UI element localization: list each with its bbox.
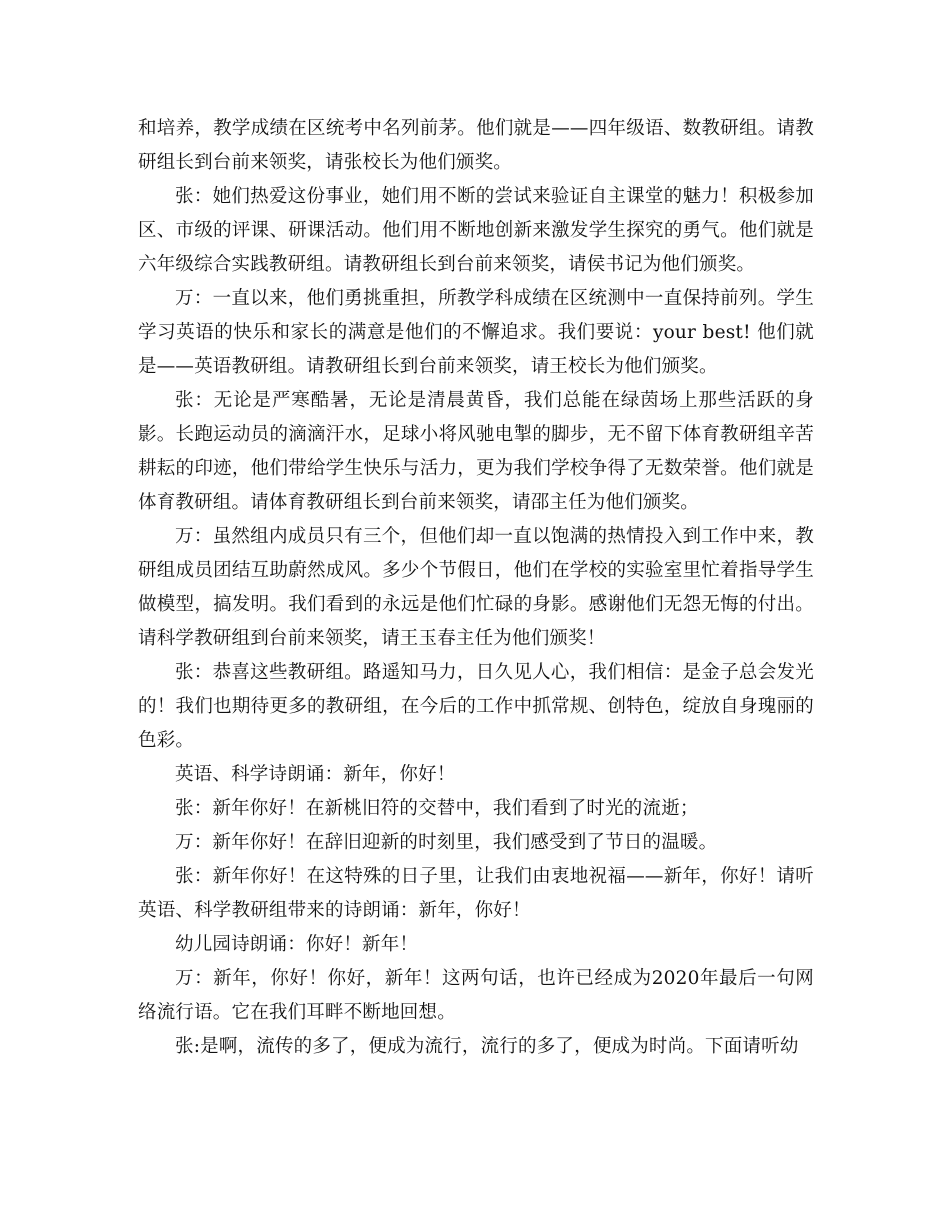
- paragraph-2: 张：她们热爱这份事业，她们用不断的尝试来验证自主课堂的魅力！积极参加区、市级的评课、研课活动。他们用不断地创新来激发学生探究的勇气。他们就是六年级综合实践教研组。请教研组长到台前来领奖，请侯书记为他们颁奖。: [138, 186, 814, 275]
- paragraph-8: 张：新年你好！在新桃旧符的交替中，我们看到了时光的流逝；: [175, 798, 699, 819]
- paragraph-6: 张：恭喜这些教研组。路遥知马力，日久见人心，我们相信：是金子总会发光的！我们也期待更多的教研组，在今后的工作中抓常规、创特色，绽放自身瑰丽的色彩。: [138, 662, 814, 751]
- paragraph-4: 张：无论是严寒酷暑，无论是清晨黄昏，我们总能在绿茵场上那些活跃的身影。长跑运动员的滴滴汗水，足球小将风驰电掣的脚步，无不留下体育教研组辛苦耕耘的印迹，他们带给学生快乐与活力，更为我们学校争得了无数荣誉。他们就是体育教研组。请体育教研组长到台前来领奖，请邵主任为他们颁奖。: [138, 390, 814, 513]
- paragraph-1: 和培养，教学成绩在区统考中名列前茅。他们就是——四年级语、数教研组。请教研组长到台前来领奖，请张校长为他们颁奖。: [138, 118, 814, 173]
- paragraph-3: 万：一直以来，他们勇挑重担，所教学科成绩在区统测中一直保持前列。学生学习英语的快乐和家长的满意是他们的不懈追求。我们要说：your best! 他们就是——英语教研组。请教研组长到台前来领奖，请王校长为他们颁奖。: [138, 288, 814, 377]
- paragraph-13: 张:是啊，流传的多了，便成为流行，流行的多了，便成为时尚。下面请听幼: [175, 1036, 799, 1057]
- document-body: [138, 112, 814, 1064]
- paragraph-11: 幼儿园诗朗诵：你好！新年！: [175, 934, 419, 955]
- paragraph-7: 英语、科学诗朗诵：新年，你好！: [175, 764, 456, 785]
- paragraph-5: 万：虽然组内成员只有三个，但他们却一直以饱满的热情投入到工作中来，教研组成员团结互助蔚然成风。多少个节假日，他们在学校的实验室里忙着指导学生做模型，搞发明。我们看到的永远是他们忙碌的身影。感谢他们无怨无悔的付出。请科学教研组到台前来领奖，请王玉春主任为他们颁奖！: [138, 526, 814, 649]
- paragraph-12: 万：新年，你好！你好，新年！这两句话，也许已经成为2020年最后一句网络流行语。它在我们耳畔不断地回想。: [138, 968, 814, 1023]
- paragraph-9: 万：新年你好！在辞旧迎新的时刻里，我们感受到了节日的温暖。: [175, 832, 718, 853]
- paragraph-10: 张：新年你好！在这特殊的日子里，让我们由衷地祝福——新年，你好！请听英语、科学教研组带来的诗朗诵：新年，你好！: [138, 866, 814, 921]
